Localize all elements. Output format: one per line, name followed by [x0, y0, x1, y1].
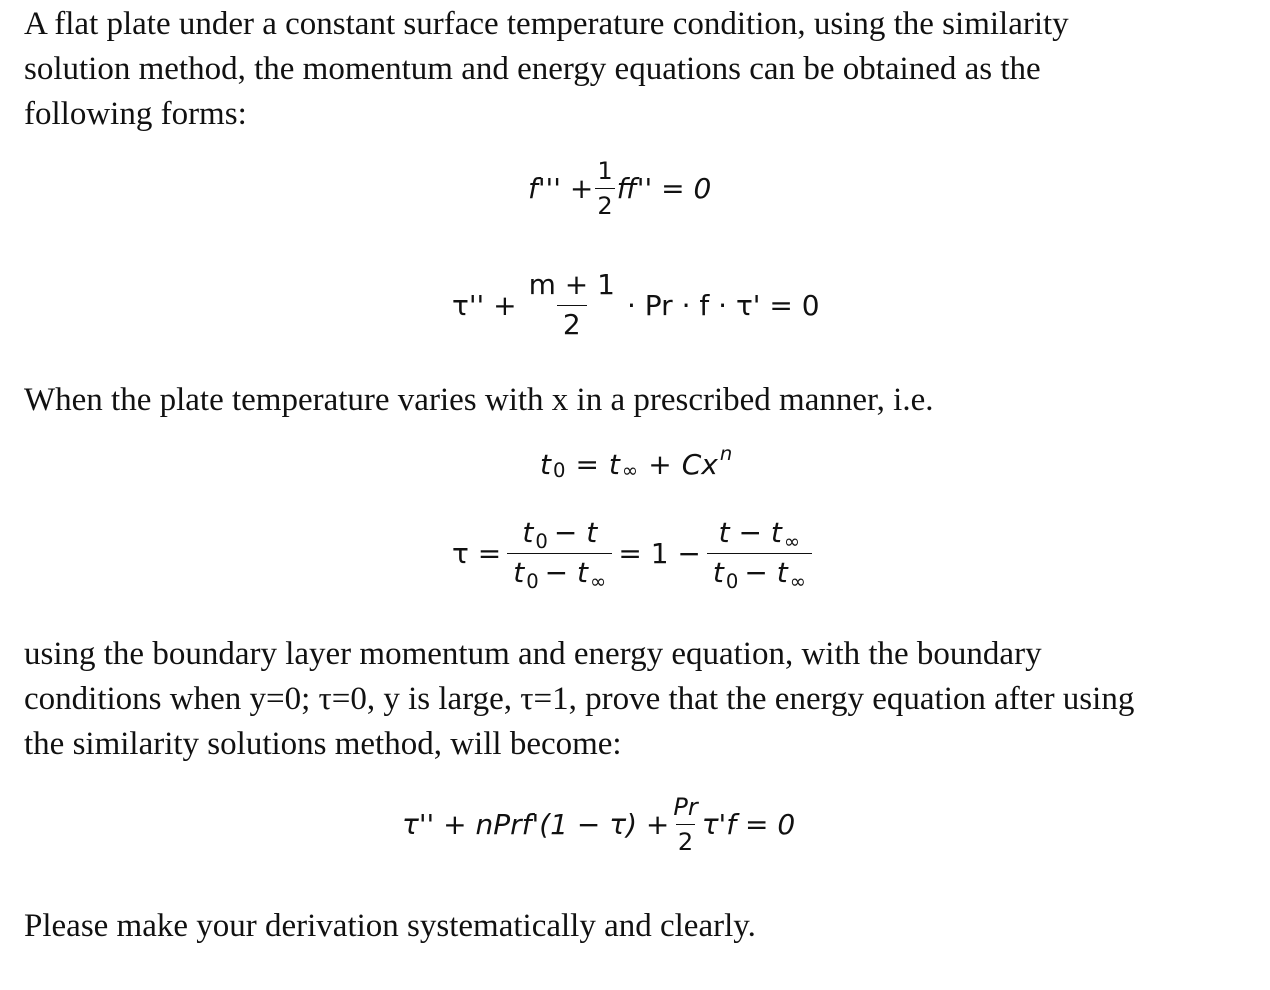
eq1-frac-den: 2 — [595, 188, 614, 219]
eq4-f1-den-sub: 0 — [526, 570, 539, 594]
eq1-lhs-a: f''' + — [528, 172, 594, 206]
closing-line-1: using the boundary layer momentum and energy equation, with the boundary — [24, 636, 1042, 672]
eq5-frac-den: 2 — [676, 824, 695, 855]
eq4-f1-den-a: t — [513, 555, 525, 589]
eq1-lhs-b: ff'' = 0 — [616, 172, 712, 206]
eq4-f2-den-sub2: ∞ — [789, 570, 807, 594]
eq1-half-fraction — [595, 158, 614, 220]
intro-paragraph — [24, 2, 1256, 137]
eq4-mid: = 1 − — [618, 536, 701, 570]
eq4-f1-num-b: − t — [553, 516, 598, 549]
eq4-f1-den-b: − t — [544, 555, 589, 589]
eq4-f2-num-a: t − t — [718, 516, 782, 549]
intro-line-1: A flat plate under a constant surface temperature condition, using the similarity — [24, 6, 1069, 42]
eq4-f2-den — [707, 553, 812, 594]
eq4-f1-den-sub2: ∞ — [590, 570, 607, 594]
closing-line-3: the similarity solutions method, will become: — [24, 726, 622, 762]
eq4-f2-den-sub: 0 — [725, 570, 739, 594]
intro-line-3: following forms: — [24, 96, 247, 132]
eq3-eq-sign: = — [575, 448, 599, 481]
middle-line-1: When the plate temperature varies with x in a prescribed manner, i.e. — [24, 382, 934, 418]
final-line-1: Please make your derivation systematically and clearly. — [24, 908, 756, 944]
eq4-f2-den-a: t — [712, 555, 724, 589]
eq5-frac-num: Pr — [673, 793, 698, 821]
eq4-f2-den-b: − t — [744, 555, 788, 589]
eq5-lhs: τ'' + nPrf'(1 − τ) + — [402, 808, 670, 842]
eq5-rhs: τ'f = 0 — [701, 808, 796, 842]
tau-definition-equation — [452, 516, 818, 594]
middle-paragraph — [24, 378, 1256, 423]
eq3-t0-sub: 0 — [552, 459, 566, 483]
eq4-f1-num — [516, 518, 603, 553]
eq3-plus: + — [648, 448, 672, 481]
eq3-t0: t — [540, 448, 551, 481]
eq3-tinf: t — [608, 448, 620, 481]
momentum-equation — [528, 158, 711, 220]
eq2-frac-den: 2 — [557, 305, 587, 341]
eq4-fraction-1 — [507, 516, 612, 594]
eq1-frac-num: 1 — [597, 157, 613, 185]
eq4-f1-num-sub: 0 — [535, 530, 548, 554]
eq2-fraction — [523, 270, 621, 341]
eq3-cx: Cx — [681, 448, 718, 481]
intro-line-2: solution method, the momentum and energy equations can be obtained as the — [24, 51, 1041, 87]
eq4-f1-den — [507, 553, 612, 594]
closing-line-2: conditions when y=0; τ=0, y is large, τ=1, prove that the energy equation after using — [24, 681, 1135, 717]
eq3-n-sup: n — [719, 442, 733, 466]
eq2-lhs: τ'' + — [452, 288, 517, 322]
eq2-frac-num: m + 1 — [528, 268, 615, 301]
eq4-f2-num-sub: ∞ — [783, 530, 801, 554]
eq4-tau-eq: τ = — [452, 536, 502, 570]
eq2-rhs: · Pr · f · τ' = 0 — [626, 288, 820, 322]
eq5-fraction — [671, 794, 699, 856]
eq4-f1-num-a: t — [522, 516, 534, 549]
final-paragraph — [24, 904, 1256, 949]
energy-equation — [452, 270, 820, 341]
eq4-fraction-2 — [707, 516, 812, 594]
target-energy-equation — [402, 794, 795, 856]
eq3-tinf-sub: ∞ — [621, 459, 639, 483]
eq4-f2-num — [713, 518, 807, 553]
plate-temperature-equation — [540, 442, 733, 483]
closing-paragraph — [24, 632, 1256, 767]
